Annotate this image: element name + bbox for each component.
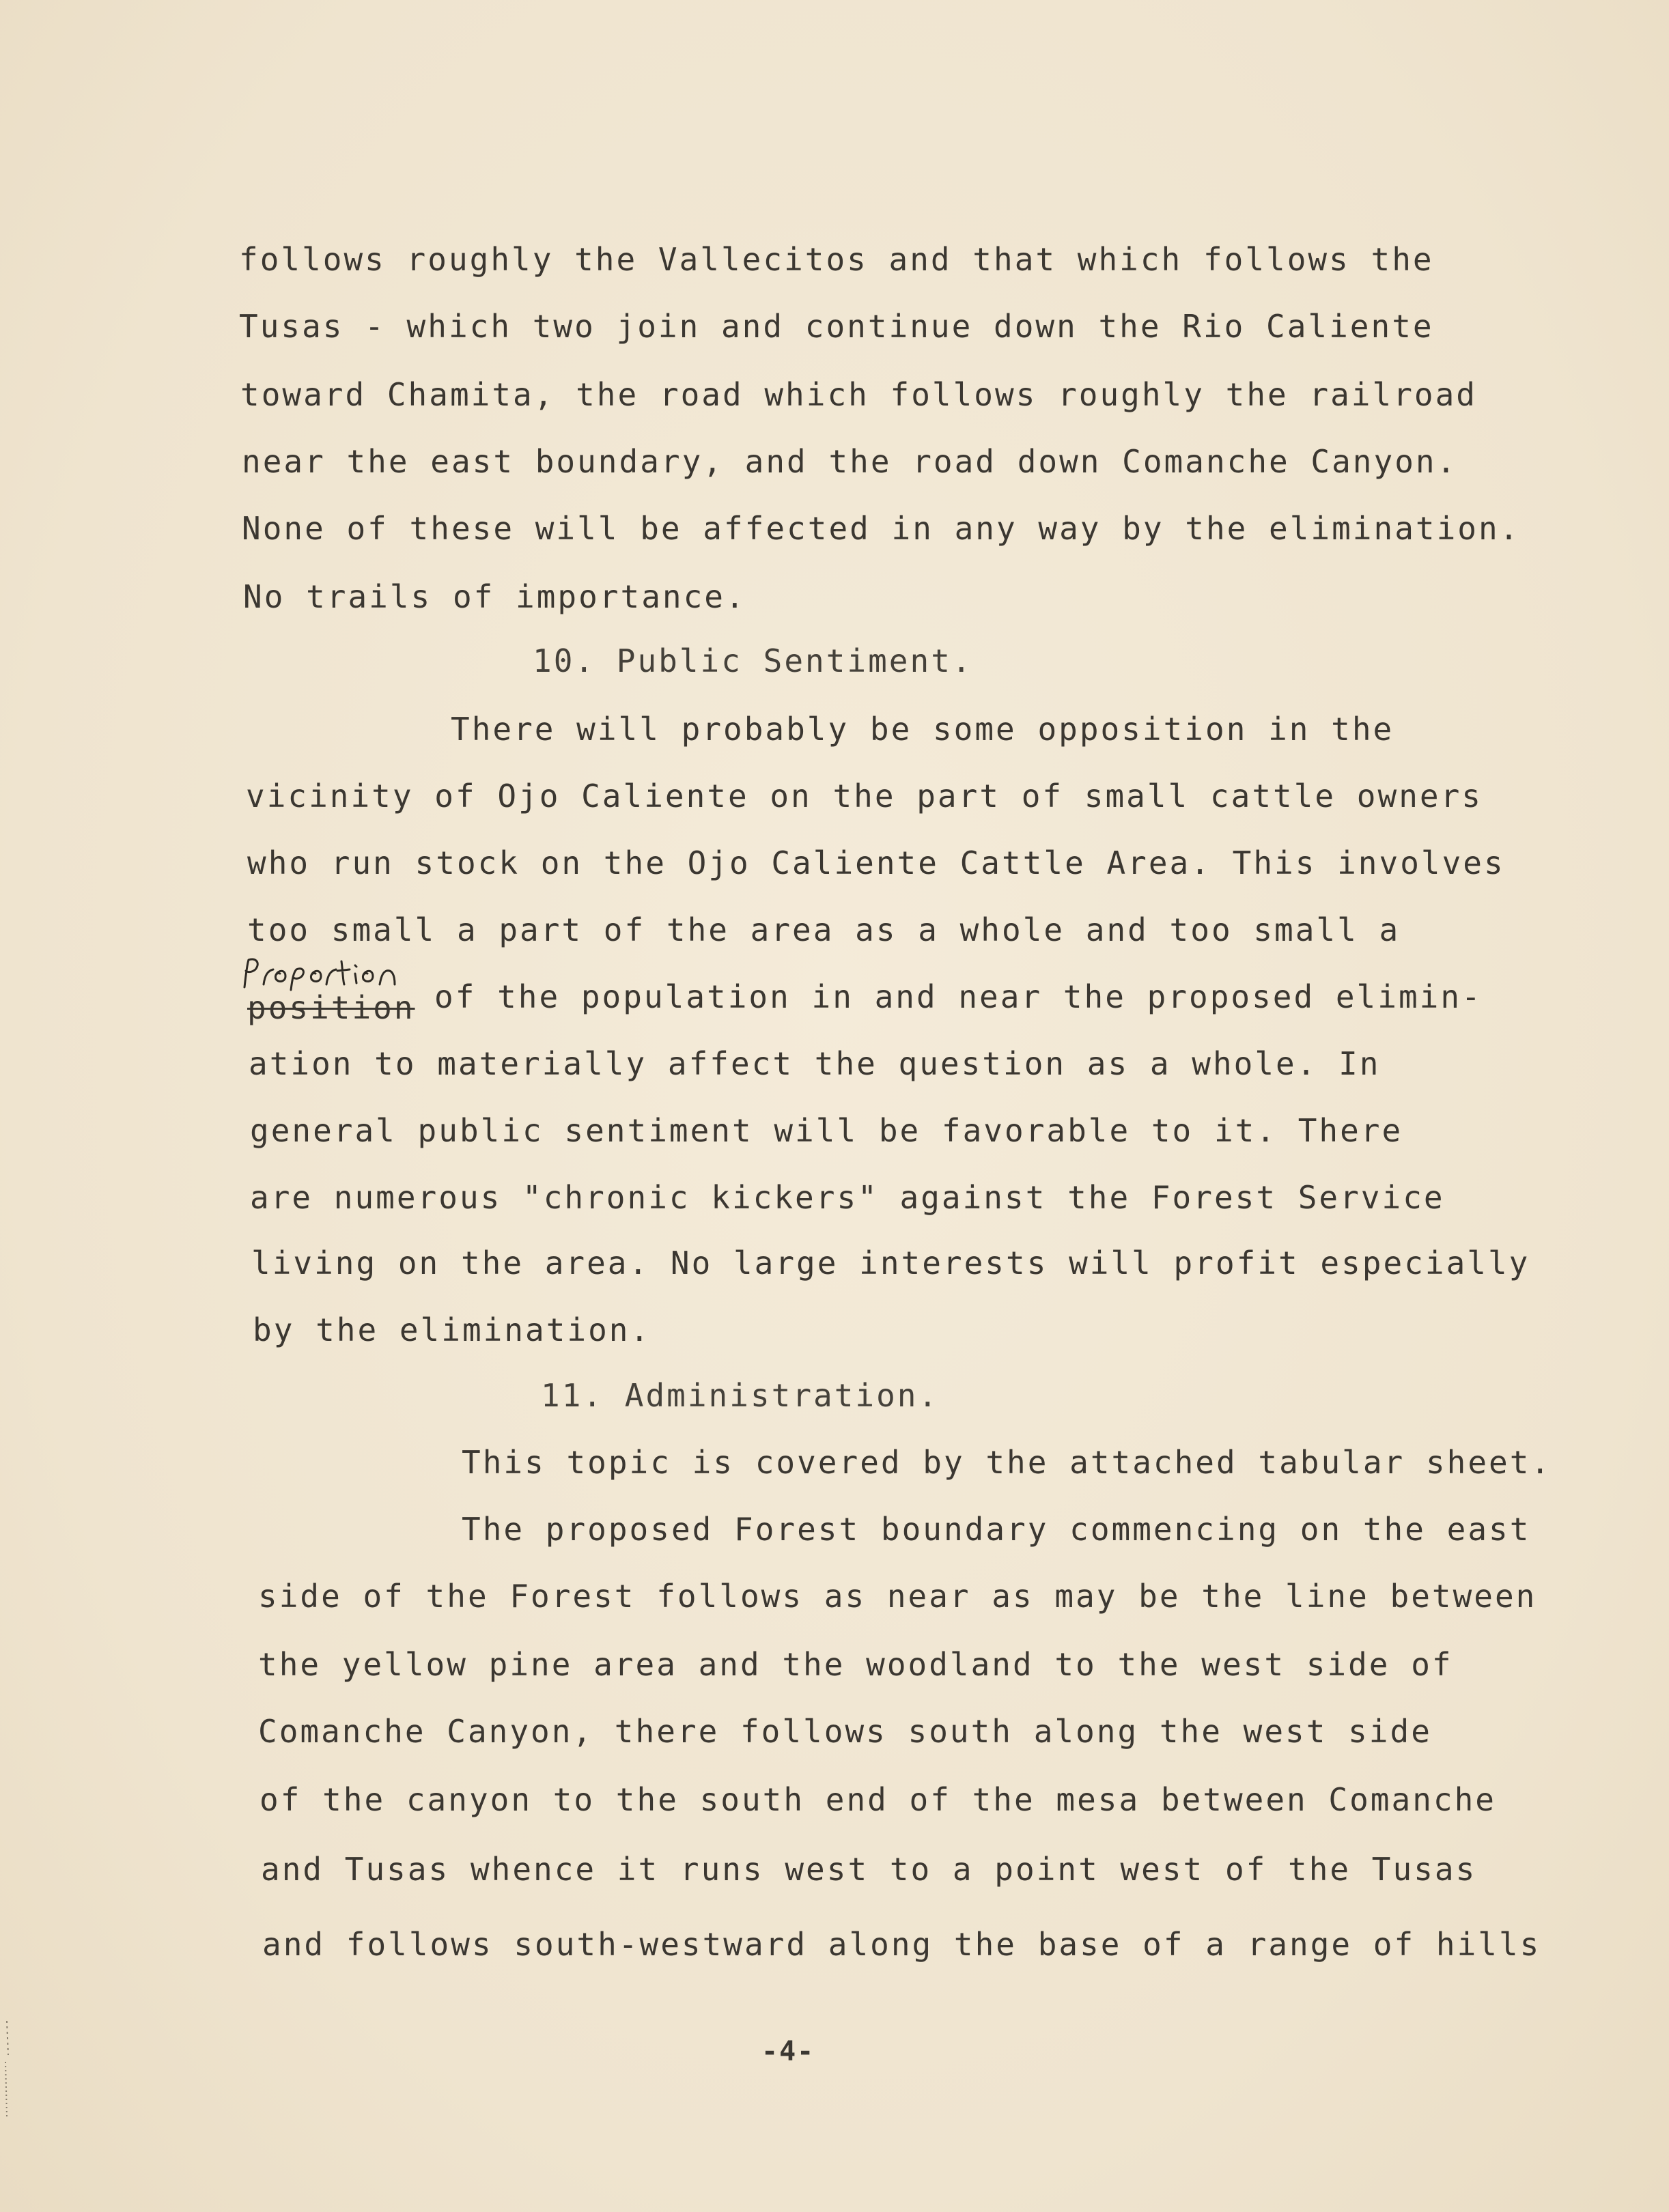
text-line-12: of the population in and near the proposed elimin-: [434, 978, 1483, 1015]
text-line-16: living on the area. No large interests will profit especially: [251, 1245, 1530, 1281]
handwritten-correction: [240, 954, 404, 995]
text-line-8: There will probably be some opposition in the: [451, 711, 1394, 748]
struck-word: position: [247, 989, 415, 1026]
text-line-25: and Tusas whence it runs west to a point west of the Tusas: [261, 1851, 1477, 1888]
text-line-4: near the east boundary, and the road down Comanche Canyon.: [242, 443, 1458, 480]
section-heading-administration: 11. Administration.: [541, 1377, 940, 1414]
text-line-21: side of the Forest follows as near as may be the line between: [258, 1578, 1537, 1615]
text-line-13: ation to materially affect the question as a whole. In: [249, 1045, 1381, 1082]
text-line-14: general public sentiment will be favorable to it. There: [250, 1112, 1403, 1149]
text-line-10: who run stock on the Ojo Caliente Cattle Area. This involves: [247, 845, 1505, 881]
text-line-20: The proposed Forest boundary commencing on the east: [462, 1511, 1531, 1548]
section-heading-public-sentiment: 10. Public Sentiment.: [533, 642, 973, 679]
text-line-5: None of these will be affected in any way by the elimination.: [242, 510, 1521, 547]
text-line-3: toward Chamita, the road which follows roughly the railroad: [240, 376, 1477, 413]
text-line-6: No trails of importance.: [243, 578, 746, 615]
text-line-22: the yellow pine area and the woodland to the west side of: [258, 1646, 1453, 1683]
text-line-11: too small a part of the area as a whole and too small a: [247, 911, 1401, 948]
text-line-1: follows roughly the Vallecitos and that which follows the: [239, 241, 1434, 278]
text-line-26: and follows south-westward along the base of a range of hills: [262, 1926, 1541, 1963]
text-line-9: vicinity of Ojo Caliente on the part of small cattle owners: [246, 778, 1483, 814]
text-line-15: are numerous "chronic kickers" against the Forest Service: [250, 1179, 1445, 1216]
text-line-2: Tusas - which two join and continue down the Rio Caliente: [239, 308, 1434, 345]
text-line-24: of the canyon to the south end of the mesa between Comanche: [260, 1781, 1496, 1818]
page-number: -4-: [761, 2036, 815, 2067]
text-line-19: This topic is covered by the attached tabular sheet.: [462, 1444, 1552, 1481]
text-line-17: by the elimination.: [253, 1311, 651, 1348]
binding-marks-decoration: [0, 2014, 20, 2137]
text-line-23: Comanche Canyon, there follows south along the west side: [258, 1713, 1432, 1750]
